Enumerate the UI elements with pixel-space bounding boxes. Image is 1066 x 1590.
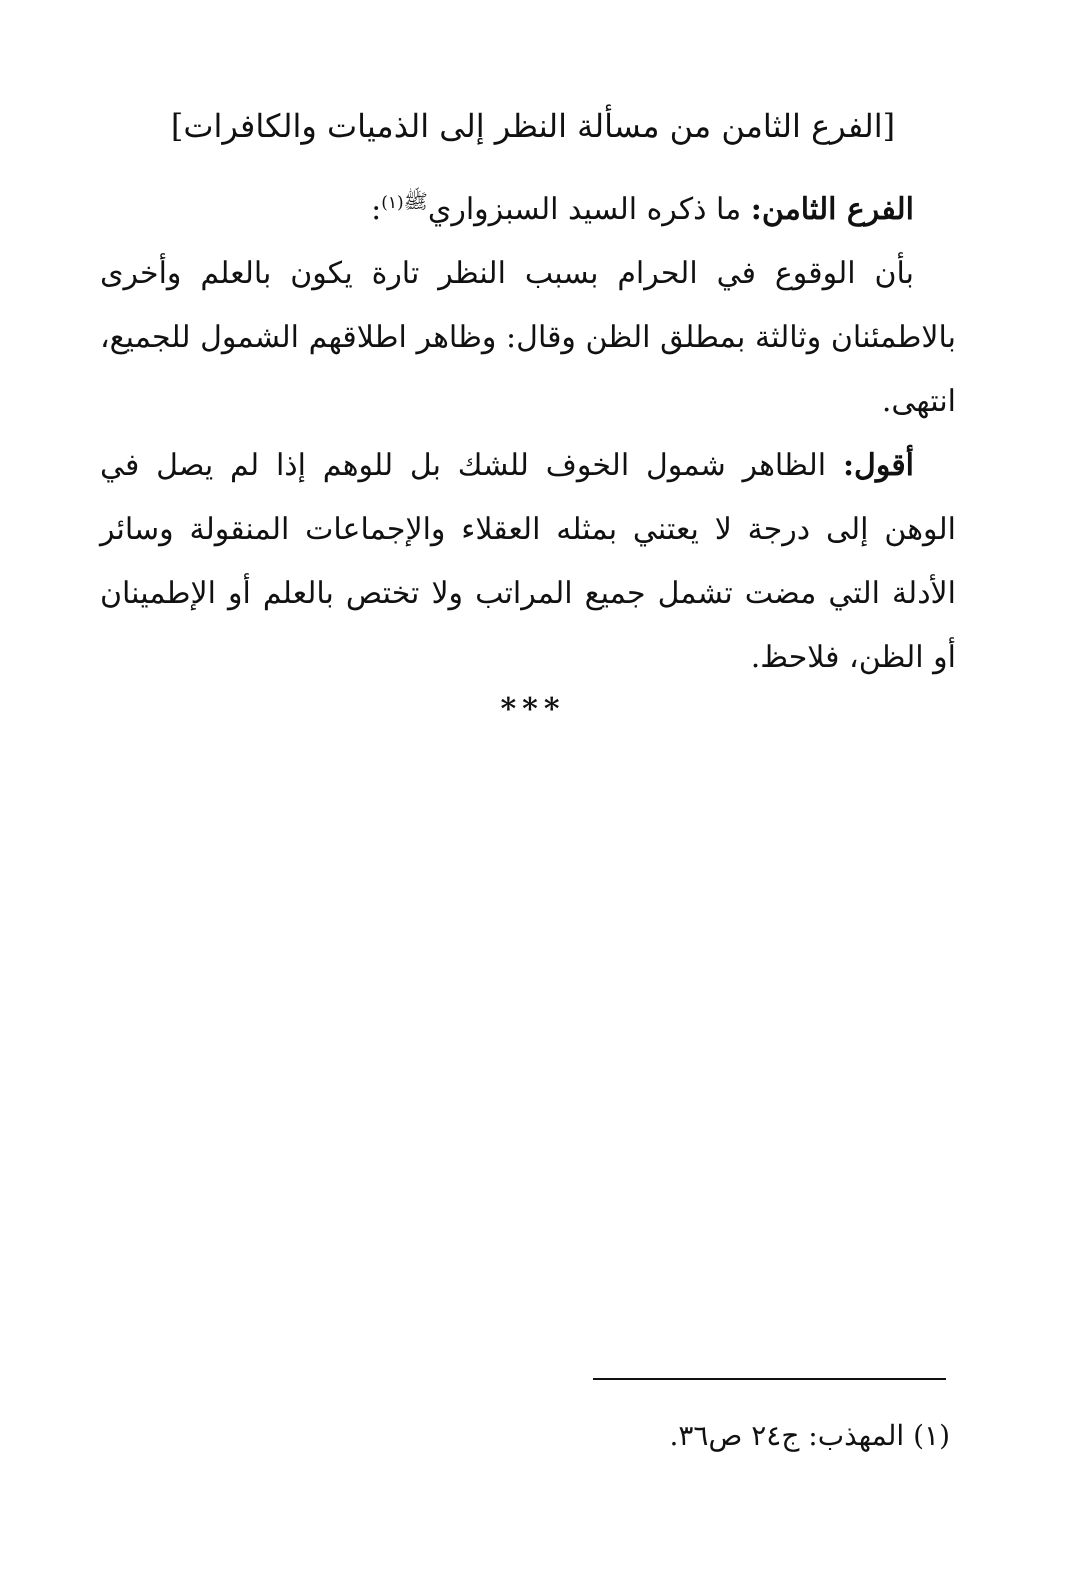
paragraph-2: بأن الوقوع في الحرام بسبب النظر تارة يكون بالعلم وأخرى بالاطمئنان وثالثة بمطلق الظن وقال: وظاهر اطلاقهم الشمول للجميع، انتهى. <box>100 256 956 419</box>
paragraph-1-label: الفرع الثامن: <box>750 192 914 227</box>
paragraph-3 <box>100 434 956 690</box>
paragraph-3-text: الظاهر شمول الخوف للشك بل للوهم إذا لم يصل في الوهن إلى درجة لا يعتني بمثله العقلاء والإجماعات المنقولة وسائر الأدلة التي مضت تشمل جميع المراتب ولا تختص بالعلم أو الإطمينان أو الظن، فلاحظ. <box>100 448 956 675</box>
section-separator: *** <box>500 692 566 727</box>
paragraph-1-ending: : <box>371 192 382 227</box>
body-text <box>100 178 956 690</box>
paragraph-1 <box>100 178 956 242</box>
footnote: (١) المهذب: ج٢٤ ص٣٦. <box>669 1419 950 1452</box>
paragraph-3-label: أقول: <box>842 448 914 483</box>
honorific-mark: ﷺ <box>403 189 428 213</box>
footnote-reference[interactable]: (١) <box>381 193 404 213</box>
footnote-divider <box>593 1378 946 1380</box>
section-heading: [الفرع الثامن من مسألة النظر إلى الذميات والكافرات] <box>170 107 896 145</box>
paragraph-1-text: ما ذكره السيد السبزواري <box>427 192 751 227</box>
